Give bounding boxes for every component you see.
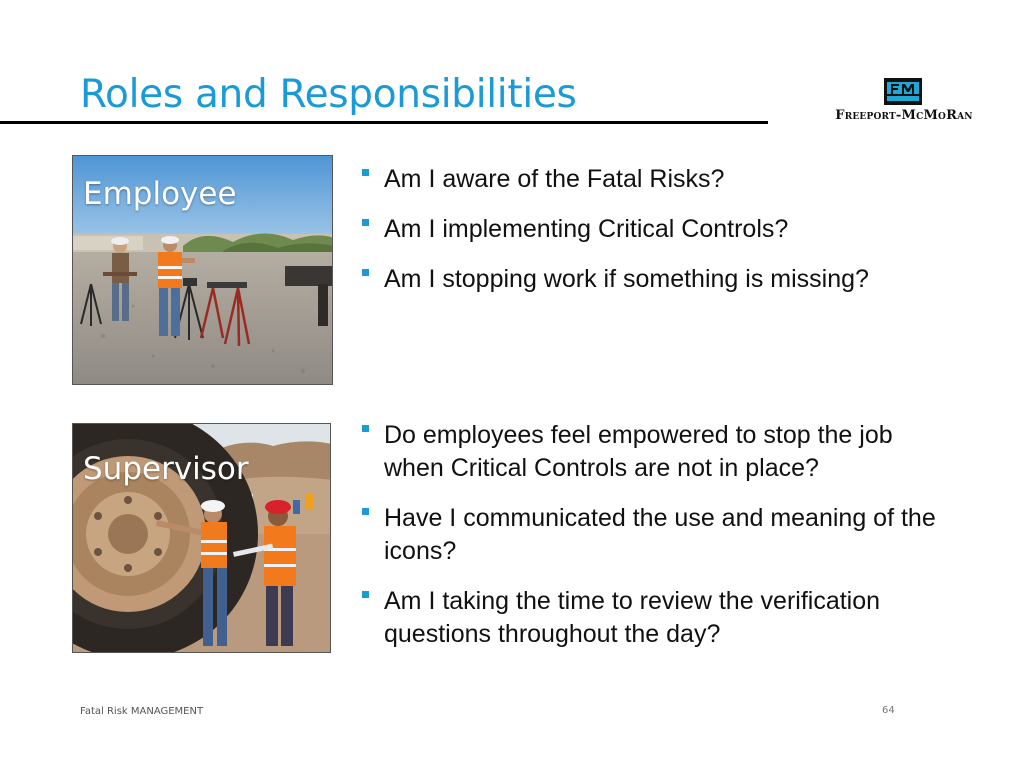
bullet-square-icon bbox=[362, 219, 369, 226]
page-title: Roles and Responsibilities bbox=[80, 72, 577, 117]
supervisor-label: Supervisor bbox=[83, 451, 249, 487]
company-logo bbox=[818, 76, 990, 126]
list-item: Have I communicated the use and meaning of the icons? bbox=[358, 502, 948, 568]
list-item: Am I implementing Critical Controls? bbox=[358, 213, 958, 246]
bullet-square-icon bbox=[362, 269, 369, 276]
bullet-square-icon bbox=[362, 591, 369, 598]
bullet-square-icon bbox=[362, 425, 369, 432]
bullet-square-icon bbox=[362, 169, 369, 176]
employee-photo bbox=[72, 155, 333, 385]
list-item: Am I aware of the Fatal Risks? bbox=[358, 163, 958, 196]
supervisor-questions-list bbox=[358, 419, 948, 668]
page-number: 64 bbox=[882, 705, 895, 716]
bullet-square-icon bbox=[362, 508, 369, 515]
title-divider bbox=[0, 121, 768, 124]
list-item: Am I taking the time to review the verification questions throughout the day? bbox=[358, 585, 948, 651]
list-item: Do employees feel empowered to stop the job when Critical Controls are not in place? bbox=[358, 419, 948, 485]
list-item: Am I stopping work if something is missing? bbox=[358, 263, 958, 296]
logo-mark-icon bbox=[884, 78, 922, 105]
supervisor-photo bbox=[72, 423, 331, 653]
employee-label: Employee bbox=[83, 176, 237, 212]
logo-wordmark: Freeport-McMoRan bbox=[835, 108, 973, 123]
employee-questions-list bbox=[358, 163, 958, 313]
footer-title: Fatal Risk MANAGEMENT bbox=[80, 706, 204, 717]
